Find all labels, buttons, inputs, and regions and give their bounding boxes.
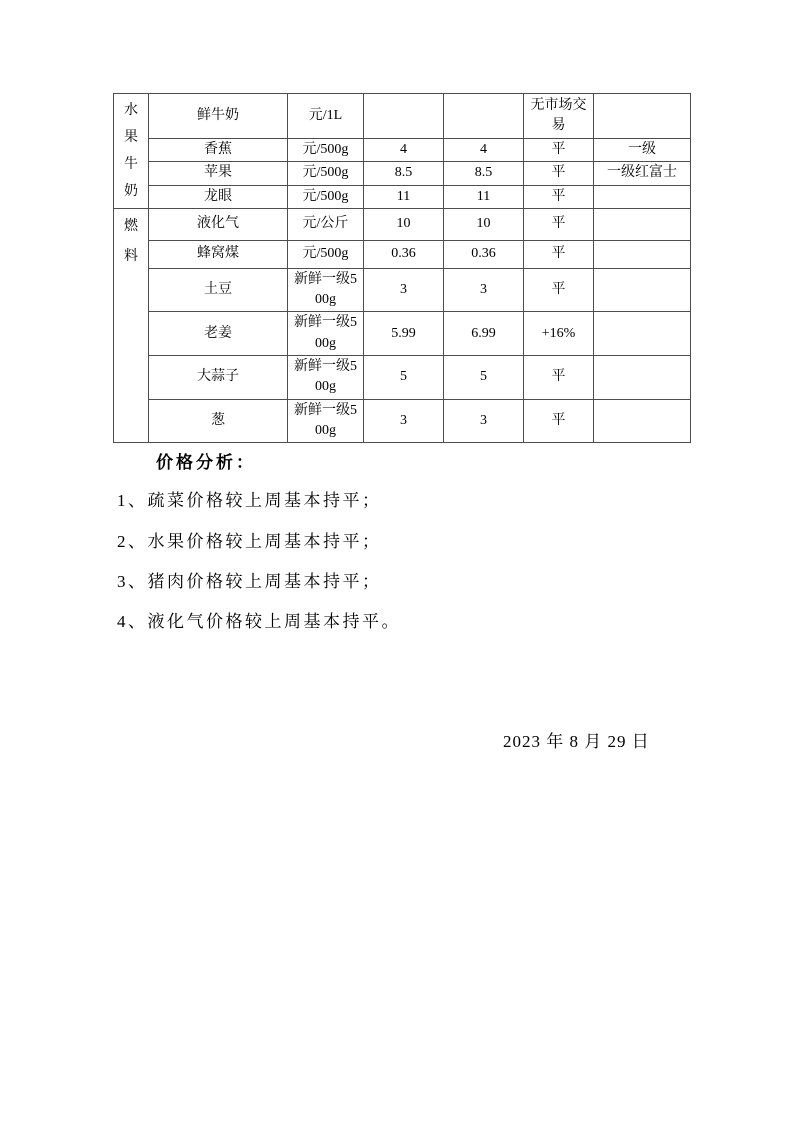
category-char: 料 [124, 248, 138, 264]
report-date: 2023 年 8 月 29 日 [503, 732, 650, 751]
table-row [114, 185, 691, 208]
cell-change: 无市场交易 [524, 94, 594, 139]
cell-change: 平 [524, 356, 594, 400]
table-row [114, 268, 691, 312]
cell-change: 平 [524, 399, 594, 443]
cell-price-prev: 8.5 [364, 162, 444, 185]
analysis-item-1: 1、疏菜价格较上周基本持平； [117, 491, 382, 510]
cell-price-now: 0.36 [444, 240, 524, 268]
analysis-heading: 价格分析： [156, 453, 256, 472]
cell-item: 大蒜子 [149, 356, 288, 400]
cell-price-prev: 4 [364, 139, 444, 162]
cell-note [594, 208, 691, 240]
cell-price-prev: 10 [364, 208, 444, 240]
table-row [114, 162, 691, 185]
cell-note: 一级红富士 [594, 162, 691, 185]
price-table [113, 93, 691, 443]
category-fuel [114, 208, 149, 442]
cell-unit: 元/公斤 [288, 208, 364, 240]
cell-unit: 新鲜一级500g [288, 268, 364, 312]
cell-note [594, 240, 691, 268]
table-row [114, 208, 691, 240]
cell-unit: 元/1L [288, 94, 364, 139]
cell-item: 龙眼 [149, 185, 288, 208]
cell-note [594, 399, 691, 443]
cell-note [594, 268, 691, 312]
cell-note: 一级 [594, 139, 691, 162]
cell-price-now: 11 [444, 185, 524, 208]
cell-price-prev: 5 [364, 356, 444, 400]
table-row [114, 139, 691, 162]
category-char: 果 [124, 129, 138, 145]
cell-item: 蜂窝煤 [149, 240, 288, 268]
cell-price-now: 4 [444, 139, 524, 162]
cell-change: 平 [524, 139, 594, 162]
cell-unit: 新鲜一级500g [288, 312, 364, 356]
cell-item: 土豆 [149, 268, 288, 312]
cell-price-now: 8.5 [444, 162, 524, 185]
cell-price-now: 6.99 [444, 312, 524, 356]
analysis-item-4: 4、液化气价格较上周基本持平。 [117, 612, 401, 631]
cell-unit: 元/500g [288, 162, 364, 185]
cell-change: 平 [524, 208, 594, 240]
category-char: 燃 [124, 218, 138, 234]
table-row [114, 94, 691, 139]
cell-unit: 元/500g [288, 240, 364, 268]
cell-change: 平 [524, 240, 594, 268]
cell-unit: 新鲜一级500g [288, 399, 364, 443]
category-char: 奶 [124, 183, 138, 199]
table-row [114, 356, 691, 400]
table-row [114, 312, 691, 356]
cell-price-now: 5 [444, 356, 524, 400]
cell-note [594, 94, 691, 139]
cell-item: 液化气 [149, 208, 288, 240]
cell-unit: 元/500g [288, 185, 364, 208]
cell-item: 鲜牛奶 [149, 94, 288, 139]
cell-price-prev: 0.36 [364, 240, 444, 268]
cell-price-prev: 3 [364, 268, 444, 312]
table-row [114, 240, 691, 268]
table-row [114, 399, 691, 443]
cell-price-prev: 5.99 [364, 312, 444, 356]
cell-item: 苹果 [149, 162, 288, 185]
cell-unit: 新鲜一级500g [288, 356, 364, 400]
cell-price-now: 3 [444, 399, 524, 443]
analysis-item-3: 3、猪肉价格较上周基本持平； [117, 572, 382, 591]
category-char: 牛 [124, 156, 138, 172]
cell-item: 香蕉 [149, 139, 288, 162]
cell-price-now: 10 [444, 208, 524, 240]
cell-note [594, 356, 691, 400]
cell-change: 平 [524, 185, 594, 208]
cell-price-now [444, 94, 524, 139]
cell-change: 平 [524, 268, 594, 312]
cell-item: 老姜 [149, 312, 288, 356]
cell-note [594, 312, 691, 356]
cell-change: +16% [524, 312, 594, 356]
cell-item: 葱 [149, 399, 288, 443]
category-fruit-milk [114, 94, 149, 209]
cell-note [594, 185, 691, 208]
cell-price-now: 3 [444, 268, 524, 312]
category-char: 水 [124, 102, 138, 118]
cell-change: 平 [524, 162, 594, 185]
cell-unit: 元/500g [288, 139, 364, 162]
cell-price-prev: 3 [364, 399, 444, 443]
cell-price-prev [364, 94, 444, 139]
cell-price-prev: 11 [364, 185, 444, 208]
analysis-item-2: 2、水果价格较上周基本持平； [117, 532, 382, 551]
